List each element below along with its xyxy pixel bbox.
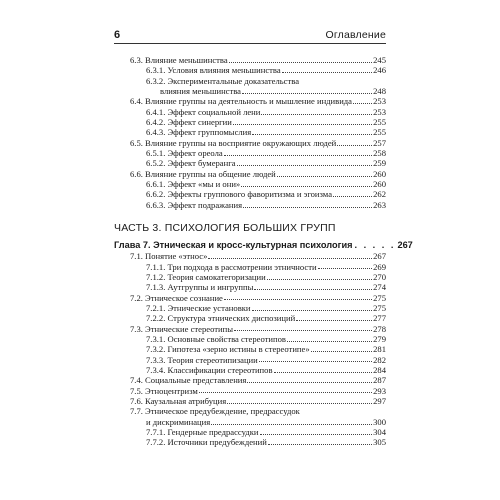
toc-entry[interactable] [114,334,386,344]
toc-entry-title: 7.1.1. Три подхода в рассмотрении этничности [146,261,317,272]
toc-entry-title: 7.4. Социальные представления [130,375,247,386]
chapter-leader: . . . . . [354,240,396,251]
toc-entry-title: 7.7.1. Гендерные предрассудки [146,427,259,437]
toc-entry-title: 7.3.4. Классификации стереотипов [146,364,273,375]
toc-entry[interactable] [114,251,386,261]
toc-entry-page: 304 [373,427,386,437]
toc-entry-page: 277 [373,313,386,324]
toc-entry-title: влияния меньшинства [160,86,241,97]
toc-entry-page: 275 [373,292,386,303]
toc-entry-page: 258 [373,148,386,159]
page-number: 6 [114,29,121,41]
toc-entry-page: 260 [373,168,386,179]
toc-entry-page: 282 [373,354,386,365]
toc-leader [353,102,372,104]
toc-leader [337,144,372,146]
toc-leader [233,123,372,125]
toc-entry[interactable] [114,158,386,168]
toc-leader [254,288,372,290]
toc-entry-page: 246 [373,65,386,76]
toc-entry-title: 6.4.1. Эффект социальной лени [146,106,261,117]
toc-entry-page: 267 [373,251,386,262]
toc-entry[interactable] [114,344,386,354]
toc-entry[interactable] [114,200,386,210]
toc-entry[interactable] [114,148,386,158]
toc-entry-page: 284 [373,364,386,375]
toc-entry-title: 6.6.3. Эффект подражания [146,199,243,210]
toc-entry[interactable] [114,417,386,427]
toc-entry-page: 293 [373,385,386,396]
toc-entry[interactable] [114,55,386,65]
part-title: ЧАСТЬ 3. ПСИХОЛОГИЯ БОЛЬШИХ ГРУПП [114,222,336,235]
chapter-title: Глава 7. Этническая и кросс-культурная психология [114,240,353,251]
toc-section-7 [114,251,386,448]
toc-entry-page: 255 [373,117,386,128]
toc-leader [252,133,372,135]
toc-leader [227,402,372,404]
toc-leader [259,360,372,362]
toc-entry[interactable] [114,427,386,437]
toc-entry-page: 281 [373,344,386,355]
running-head: Оглавление [325,29,386,41]
toc-entry-title: 7.6. Каузальная атрибуция [130,395,227,406]
toc-leader [261,113,372,115]
toc-entry[interactable] [114,65,386,75]
toc-section-6 [114,55,386,210]
toc-leader [241,185,372,187]
toc-leader [242,92,372,94]
toc-entry-page: 253 [373,96,386,107]
toc-leader [208,257,372,259]
toc-entry-title: 6.4.2. Эффект синергии [146,117,232,128]
toc-leader [287,340,372,342]
chapter-page: 267 [397,240,413,251]
toc-leader [277,175,372,177]
toc-leader [267,278,372,280]
toc-entry[interactable] [114,272,386,282]
toc-entry[interactable] [114,293,386,303]
toc-entry-page: 274 [373,282,386,293]
toc-entry-title: 6.6. Влияние группы на общение людей [130,168,276,179]
toc-leader [234,329,372,331]
toc-entry[interactable] [114,437,386,447]
toc-entry-page: 300 [373,416,386,427]
toc-entry[interactable] [114,396,386,406]
toc-entry-title: 7.2. Этническое сознание [130,292,223,303]
toc-entry[interactable] [114,365,386,375]
toc-leader [311,350,372,352]
toc-entry-title: 6.4.3. Эффект группомыслия [146,127,252,138]
table-of-contents [114,55,413,448]
toc-entry[interactable] [114,189,386,199]
toc-entry-title: 7.1.3. Аутгруппы и ингруппы [146,282,254,293]
toc-entry[interactable] [114,179,386,189]
toc-entry-page: 257 [373,137,386,148]
toc-leader [296,319,372,321]
toc-entry-title: 6.3. Влияние меньшинства [130,55,228,65]
toc-entry-title: 7.1.2. Теория самокатегоризации [146,271,266,282]
toc-leader [199,391,372,393]
toc-leader [260,433,373,435]
toc-entry-title: 7.3.2. Гипотеза «зерно истины в стереотипе» [146,344,310,355]
toc-entry-page: 253 [373,106,386,117]
toc-entry[interactable] [114,375,386,385]
toc-entry-title: 6.6.1. Эффект «мы и они» [146,179,241,190]
toc-entry-page: 305 [373,437,386,448]
toc-entry[interactable] [114,324,386,334]
toc-entry[interactable] [114,303,386,313]
toc-entry[interactable] [114,262,386,272]
toc-leader [247,381,372,383]
toc-entry[interactable] [114,406,386,416]
toc-entry[interactable] [114,127,386,137]
toc-entry-page: 245 [373,55,386,65]
toc-leader [333,195,372,197]
page-header [114,29,386,44]
toc-entry[interactable] [114,107,386,117]
toc-entry[interactable] [114,169,386,179]
toc-leader [237,164,373,166]
toc-entry[interactable] [114,355,386,365]
toc-entry[interactable] [114,86,386,96]
toc-entry-page: 262 [373,189,386,200]
toc-entry-page: 275 [373,302,386,313]
toc-entry-page: 287 [373,375,386,386]
toc-entry[interactable] [114,96,386,106]
toc-entry-page: 297 [373,395,386,406]
toc-entry-title: 7.2.1. Этнические установки [146,302,251,313]
toc-entry[interactable] [114,282,386,292]
toc-entry[interactable] [114,138,386,148]
toc-entry-page: 263 [373,199,386,210]
toc-entry-title: 6.6.2. Эффекты группового фаворитизма и эгоизма [146,189,333,200]
toc-entry-title: 6.3.1. Условия влияния меньшинства [146,65,281,76]
toc-entry-page: 259 [373,158,386,169]
toc-entry-title: 7.7.2. Источники предубеждений [146,437,267,448]
toc-leader [274,371,373,373]
toc-entry-title: 7.3.3. Теория стереотипизации [146,354,258,365]
toc-entry-title: 7.2.2. Структура этнических диспозиций [146,313,296,324]
toc-leader [224,298,372,300]
toc-entry-title: 6.3.2. Экспериментальные доказательства [146,75,300,86]
toc-entry-title: 6.5. Влияние группы на восприятие окружающих людей [130,137,337,148]
toc-leader [229,61,372,63]
toc-entry-title: и дискриминация [146,416,211,427]
toc-leader [318,267,373,269]
chapter-entry[interactable] [114,239,413,251]
toc-entry-page: 248 [373,86,386,97]
toc-entry-page: 270 [373,271,386,282]
toc-entry-page: 278 [373,323,386,334]
toc-leader [282,71,372,73]
toc-entry-title: 6.5.2. Эффект бумеранга [146,158,236,169]
toc-entry-page: 279 [373,333,386,344]
toc-entry-title: 6.4. Влияние группы на деятельность и мышление индивида [130,96,352,107]
toc-entry-title: 7.1. Понятие «этнос» [130,251,208,262]
toc-entry-title: 7.3.1. Основные свойства стереотипов [146,333,286,344]
toc-leader [243,206,372,208]
toc-entry-page: 255 [373,127,386,138]
toc-entry-title: 7.3. Этнические стереотипы [130,323,233,334]
toc-leader [211,423,372,425]
toc-entry-page: 260 [373,179,386,190]
toc-entry-page: 269 [373,261,386,272]
toc-entry[interactable] [114,386,386,396]
toc-leader [268,443,372,445]
toc-entry-title: 7.5. Этноцентризм [130,385,198,396]
toc-leader [224,154,372,156]
toc-entry-title: 6.5.1. Эффект ореола [146,148,223,159]
toc-entry[interactable] [114,76,386,86]
toc-leader [252,309,373,311]
toc-entry[interactable] [114,313,386,323]
toc-entry[interactable] [114,117,386,127]
toc-entry-title: 7.7. Этническое предубеждение, предрассудок [130,406,300,417]
